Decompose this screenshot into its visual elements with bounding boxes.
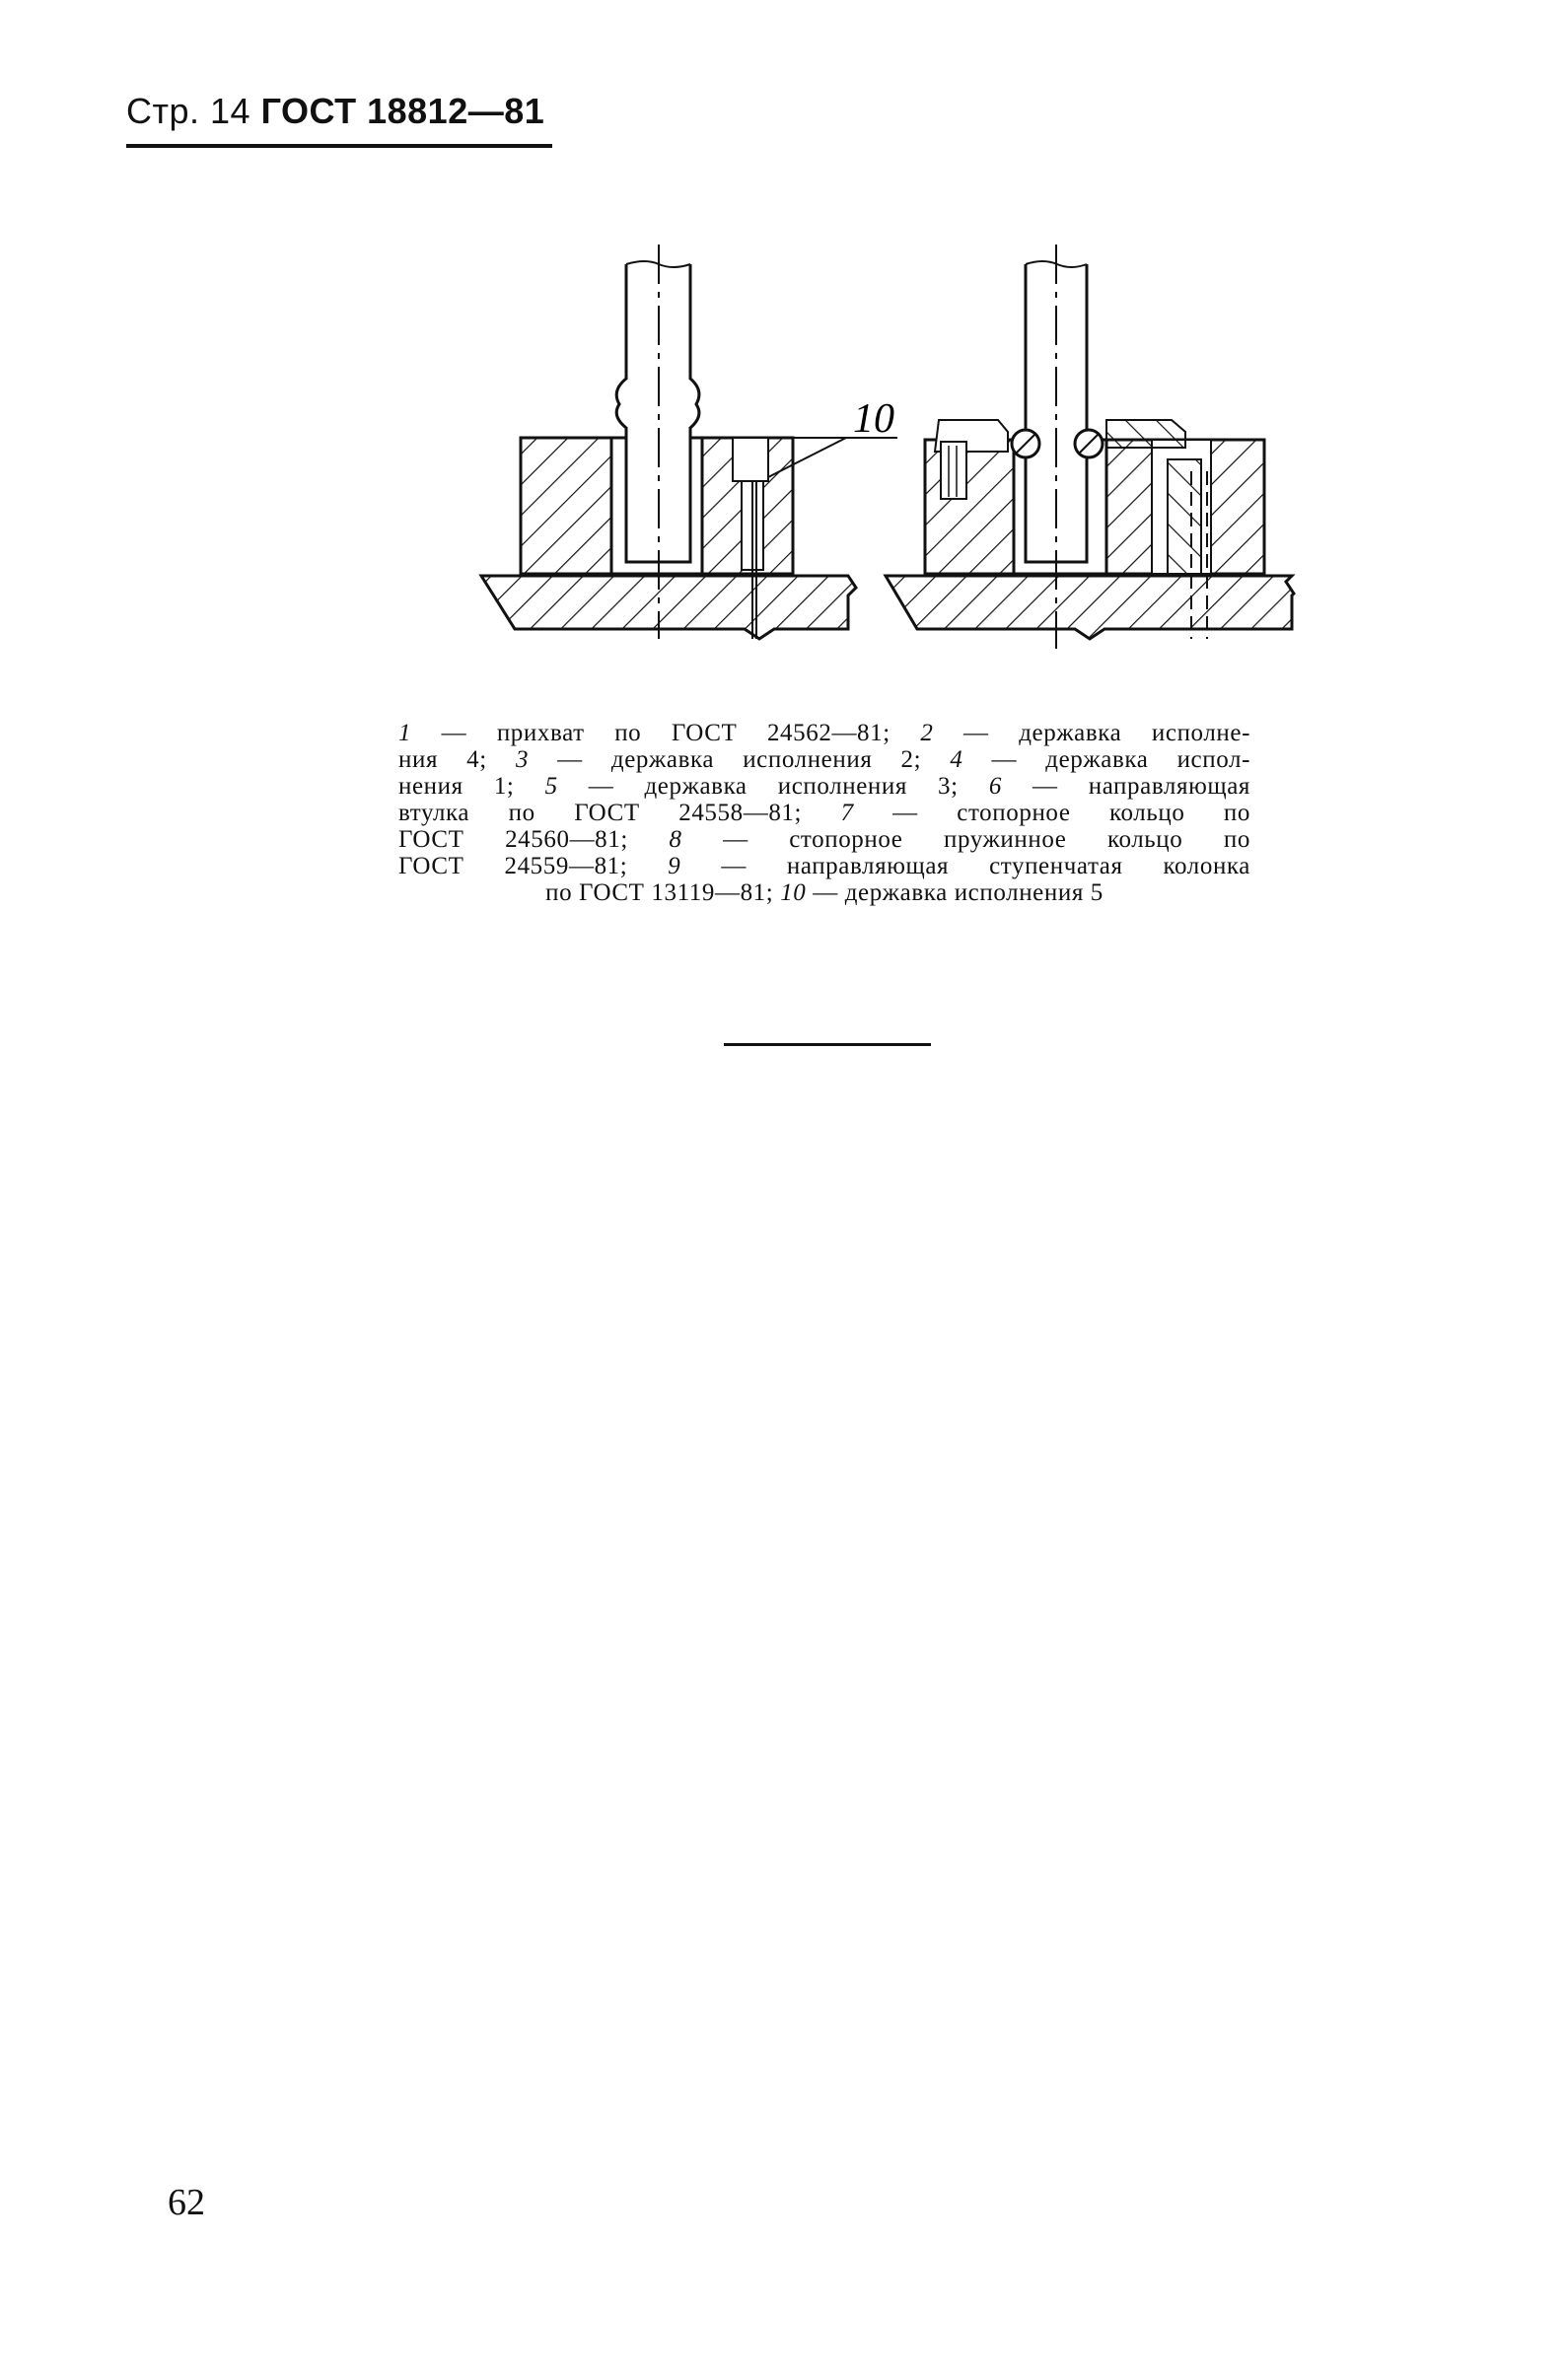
caption-item-number: 9 xyxy=(668,853,681,879)
right-view xyxy=(886,245,1294,649)
caption-text: по ГОСТ 13119—81; xyxy=(545,879,781,906)
caption-item-number: 8 xyxy=(669,826,682,853)
caption-text: — державка исполне- xyxy=(933,720,1251,746)
page-header xyxy=(126,91,544,132)
caption-line xyxy=(398,720,1250,746)
page-header-prefix: Стр. 14 xyxy=(126,91,251,131)
caption-text: — направляющая ступенчатая колонка xyxy=(680,853,1250,879)
figure-caption xyxy=(398,720,1250,906)
caption-text: нения 1; xyxy=(398,773,545,800)
caption-text: ГОСТ 24559—81; xyxy=(398,853,669,879)
page-number: 62 xyxy=(168,2182,205,2223)
caption-line xyxy=(398,853,1250,879)
technical-drawing xyxy=(463,235,1331,678)
caption-text: — прихват по ГОСТ 24562—81; xyxy=(411,720,921,746)
caption-item-number: 5 xyxy=(544,773,558,800)
header-rule xyxy=(126,144,552,148)
caption-text: — державка исполнения 5 xyxy=(806,879,1104,906)
caption-text: — державка исполнения 2; xyxy=(529,746,951,773)
caption-item-number: 6 xyxy=(988,773,1002,800)
caption-text: — стопорное кольцо по xyxy=(853,800,1251,826)
caption-text: — направляющая xyxy=(1001,773,1251,800)
caption-line xyxy=(398,746,1250,773)
caption-item-number: 3 xyxy=(515,746,530,773)
figure-callout-label: 10 xyxy=(853,396,894,442)
caption-line xyxy=(398,879,1250,906)
caption-item-number: 1 xyxy=(398,720,412,746)
caption-line xyxy=(398,826,1250,853)
caption-text: — державка испол- xyxy=(962,746,1250,773)
page-header-title: ГОСТ 18812—81 xyxy=(260,91,545,131)
caption-item-number: 10 xyxy=(780,879,807,906)
caption-item-number: 7 xyxy=(840,800,854,826)
left-view xyxy=(481,245,897,639)
caption-text: — державка исполнения 3; xyxy=(557,773,989,800)
caption-item-number: 2 xyxy=(920,720,934,746)
caption-text: ГОСТ 24560—81; xyxy=(398,826,670,853)
caption-line xyxy=(398,800,1250,826)
caption-text: втулка по ГОСТ 24558—81; xyxy=(398,800,841,826)
caption-text: — стопорное пружинное кольцо по xyxy=(681,826,1250,853)
caption-item-number: 4 xyxy=(950,746,963,773)
caption-text: ния 4; xyxy=(398,746,516,773)
caption-line xyxy=(398,773,1250,800)
section-end-rule xyxy=(724,1043,931,1046)
